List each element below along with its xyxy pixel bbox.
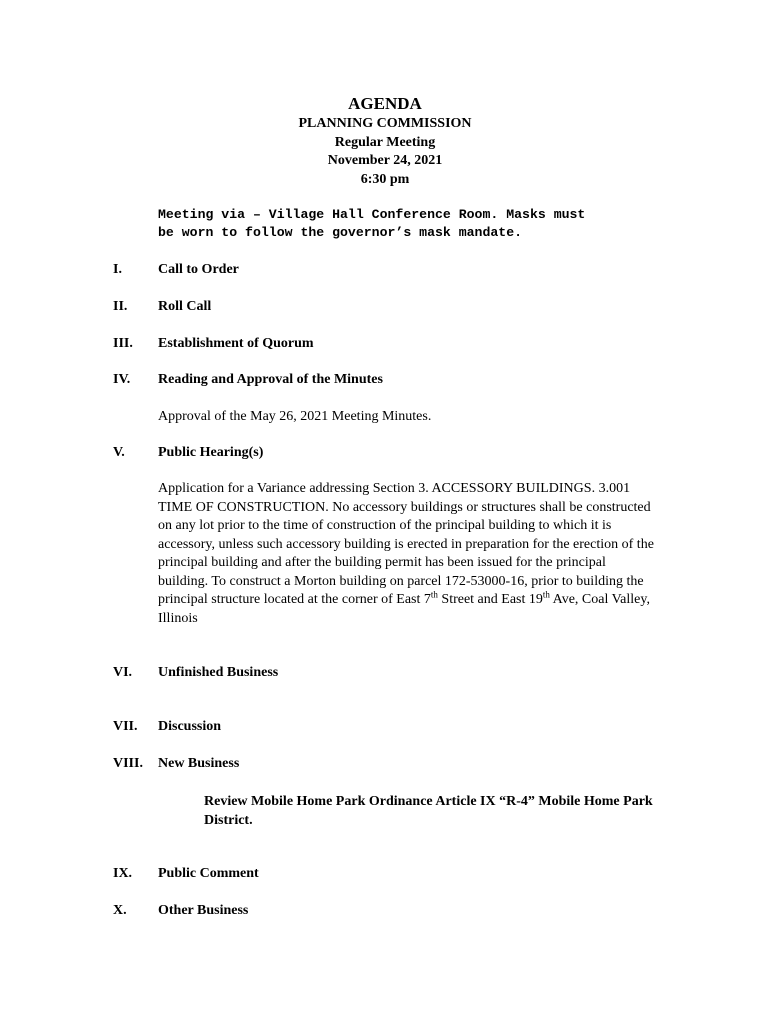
- item-number: IX.: [113, 866, 133, 881]
- item-number: V.: [113, 445, 125, 460]
- commission-name: PLANNING COMMISSION: [298, 116, 472, 131]
- item-number: III.: [113, 336, 133, 351]
- item-label: Call to Order: [158, 262, 239, 277]
- meeting-location-note: Meeting via – Village Hall Conference Room. Masks must be worn to follow the governor’s mask mandate.: [158, 207, 586, 240]
- item-label: Discussion: [158, 719, 222, 734]
- meeting-date: November 24, 2021: [327, 153, 443, 168]
- item-number: II.: [113, 299, 128, 314]
- item-number: VIII.: [113, 756, 143, 771]
- item-number: I.: [113, 262, 122, 277]
- item-number: X.: [113, 903, 127, 918]
- item-number: VII.: [113, 719, 138, 734]
- item-label: Other Business: [158, 903, 249, 918]
- public-hearing-description: [158, 480, 658, 628]
- document-title: AGENDA: [348, 94, 422, 113]
- item-number: IV.: [113, 372, 131, 387]
- item-label: Public Hearing(s): [158, 445, 264, 460]
- item-label: Public Comment: [158, 866, 259, 881]
- meeting-time: 6:30 pm: [360, 172, 410, 187]
- item-label: Reading and Approval of the Minutes: [158, 372, 383, 387]
- item-label: Establishment of Quorum: [158, 336, 314, 351]
- hearing-text-part-1: Application for a Variance addressing Section 3. ACCESSORY BUILDINGS. 3.001 TIME OF CONSTRUCTION. No accessory buildings or structures shall be constructed on any lot prior to the time of construction of the principal building to which it is accessory, unless such accessory building is erected in preparation for the erection of the principal building and after the building permit has been issued for the principal building. To construct a Morton building on parcel 172-53000-16, prior to building the principal structure located at the corner of East 7: [158, 481, 654, 607]
- item-label: Unfinished Business: [158, 665, 279, 680]
- item-label: Roll Call: [158, 299, 212, 314]
- hearing-text-part-2: Street and East 19: [437, 592, 543, 607]
- hearing-text-part-3: Ave, Coal Valley, Illinois: [158, 592, 650, 626]
- minutes-approval-text: Approval of the May 26, 2021 Meeting Minutes.: [158, 409, 432, 424]
- meeting-type: Regular Meeting: [334, 135, 436, 150]
- new-business-detail: Review Mobile Home Park Ordinance Article IX “R-4” Mobile Home Park District.: [204, 794, 653, 828]
- ordinal-suffix: th: [430, 589, 438, 600]
- item-number: VI.: [113, 665, 133, 680]
- ordinal-suffix: th: [542, 589, 550, 600]
- item-label: New Business: [158, 756, 240, 771]
